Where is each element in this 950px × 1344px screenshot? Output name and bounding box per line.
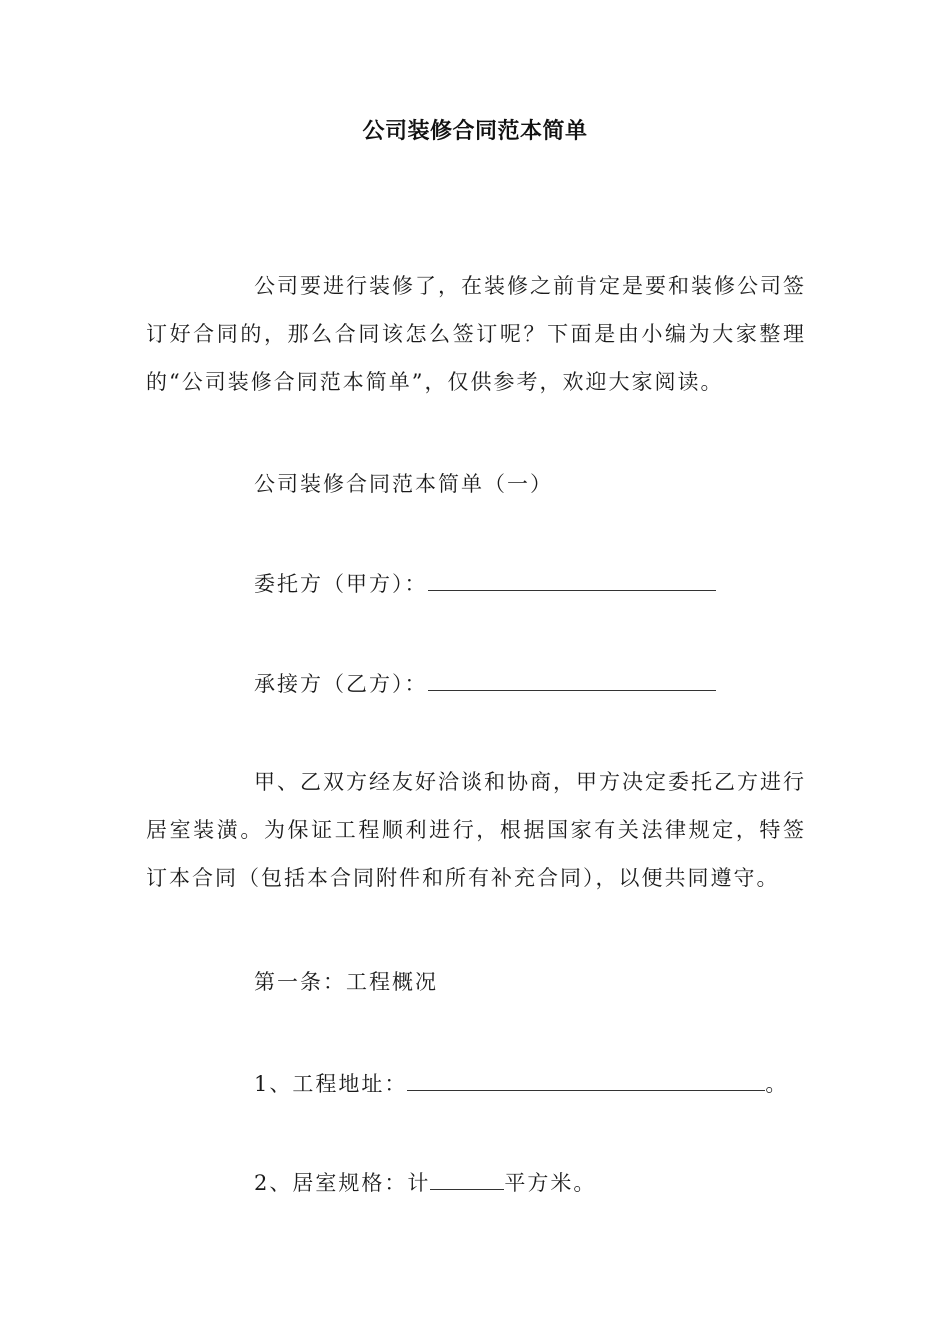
item-1-row	[254, 1068, 788, 1098]
item-2-row	[254, 1167, 596, 1197]
item-1-label: 1、工程地址：	[254, 1072, 408, 1096]
party-b-label: 承接方（乙方）：	[254, 672, 428, 696]
item-1-end: 。	[765, 1072, 789, 1096]
party-a-row	[254, 568, 716, 598]
item-2-end: 平方米。	[504, 1171, 597, 1195]
item-2-label: 2、居室规格：计	[254, 1171, 431, 1195]
party-a-blank-line	[428, 589, 716, 591]
section-heading: 公司装修合同范本简单（一）	[254, 472, 553, 496]
item-2-blank-line	[430, 1188, 504, 1190]
party-b-blank-line	[428, 689, 716, 691]
document-title: 公司装修合同范本简单	[362, 119, 588, 144]
party-b-row	[254, 668, 716, 698]
intro-paragraph: 公司要进行装修了，在装修之前肯定是要和装修公司签订好合同的，那么合同该怎么签订呢？下面是由小编为大家整理的“公司装修合同范本简单”，仅供参考，欢迎大家阅读。	[146, 274, 806, 394]
article-one-heading: 第一条：工程概况	[254, 970, 438, 994]
party-a-label: 委托方（甲方）：	[254, 572, 428, 596]
agreement-paragraph: 甲、乙双方经友好洽谈和协商，甲方决定委托乙方进行居室装潢。为保证工程顺利进行，根据国家有关法律规定，特签订本合同（包括本合同附件和所有补充合同），以便共同遵守。	[146, 770, 806, 890]
item-1-blank-line	[407, 1089, 765, 1091]
